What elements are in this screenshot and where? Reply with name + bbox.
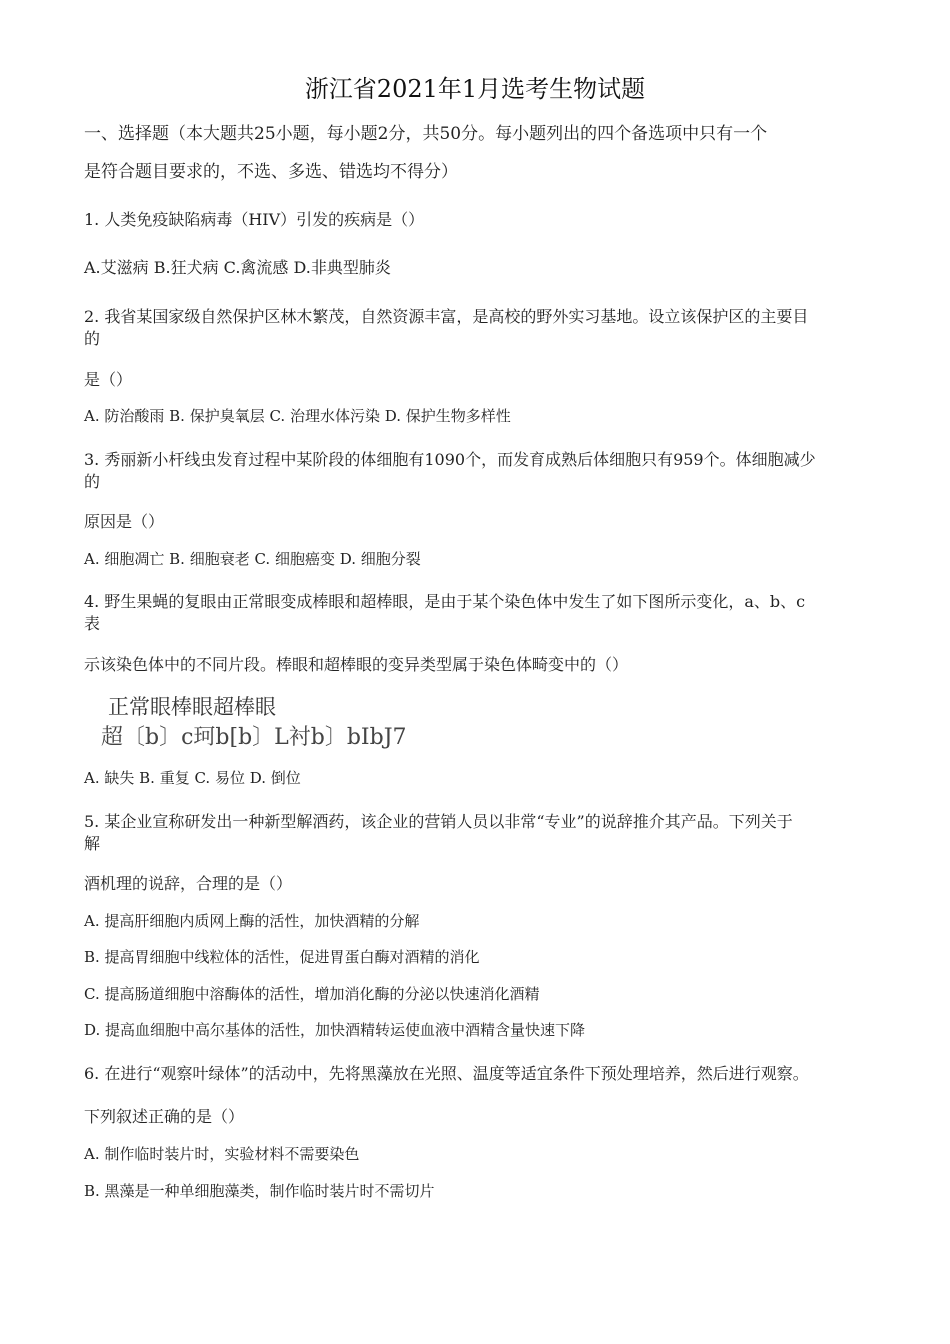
question-2-options: A. 防治酸雨 B. 保护臭氧层 C. 治理水体污染 D. 保护生物多样性 — [84, 407, 511, 425]
question-2-stem-wrap: 的 — [84, 329, 101, 348]
question-5-stem-wrap: 解 — [84, 834, 101, 853]
chromosome-figure-labels: 正常眼棒眼超棒眼 — [108, 695, 276, 719]
section-instructions-line-2: 是符合题目要求的，不选、多选、错选均不得分） — [84, 162, 458, 182]
question-1-stem: 1. 人类免疫缺陷病毒（HIV）引发的疾病是（） — [84, 210, 425, 229]
question-6-stem: 6. 在进行“观察叶绿体”的活动中，先将黑藻放在光照、温度等适宜条件下预处理培养，然后进行观察。 — [84, 1064, 809, 1083]
question-3-stem: 3. 秀丽新小杆线虫发育过程中某阶段的体细胞有1090个，而发育成熟后体细胞只有959个。体细胞减少 — [84, 450, 816, 469]
question-4-stem: 4. 野生果蝇的复眼由正常眼变成棒眼和超棒眼，是由于某个染色体中发生了如下图所示变化，a、b、c — [84, 592, 806, 611]
question-3-stem-wrap: 的 — [84, 472, 101, 491]
question-2-stem: 2. 我省某国家级自然保护区林木繁茂，自然资源丰富，是高校的野外实习基地。设立该保护区的主要目 — [84, 307, 809, 326]
question-5-stem-continued: 酒机理的说辞，合理的是（） — [84, 874, 293, 893]
question-5-option-a: A. 提高肝细胞内质网上酶的活性，加快酒精的分解 — [84, 912, 420, 930]
question-4-stem-continued: 示该染色体中的不同片段。棒眼和超棒眼的变异类型属于染色体畸变中的（） — [84, 655, 629, 674]
question-4-stem-wrap: 表 — [84, 614, 101, 633]
question-5-option-b: B. 提高胃细胞中线粒体的活性，促进胃蛋白酶对酒精的消化 — [84, 948, 480, 966]
question-3-stem-continued: 原因是（） — [84, 512, 165, 531]
chromosome-figure-segments: 超〔b〕c珂b[b〕L衬b〕bIbJ7 — [101, 725, 407, 750]
question-6-stem-continued: 下列叙述正确的是（） — [84, 1107, 245, 1126]
question-1-options: A.艾滋病 B.狂犬病 C.禽流感 D.非典型肺炎 — [84, 258, 391, 277]
section-instructions-line-1: 一、选择题（本大题共25小题，每小题2分，共50分。每小题列出的四个备选项中只有一个 — [84, 124, 768, 144]
question-2-stem-continued: 是（） — [84, 370, 133, 389]
question-5-option-d: D. 提高血细胞中高尔基体的活性，加快酒精转运使血液中酒精含量快速下降 — [84, 1021, 586, 1039]
question-3-options: A. 细胞凋亡 B. 细胞衰老 C. 细胞癌变 D. 细胞分裂 — [84, 550, 421, 568]
question-4-options: A. 缺失 B. 重复 C. 易位 D. 倒位 — [84, 769, 301, 787]
question-5-stem: 5. 某企业宣称研发出一种新型解酒药，该企业的营销人员以非常“专业”的说辞推介其产品。下列关于 — [84, 812, 793, 831]
question-5-option-c: C. 提高肠道细胞中溶酶体的活性，增加消化酶的分泌以快速消化酒精 — [84, 985, 540, 1003]
question-6-option-b: B. 黑藻是一种单细胞藻类，制作临时装片时不需切片 — [84, 1182, 435, 1200]
page-title: 浙江省2021年1月选考生物试题 — [304, 75, 646, 103]
question-6-option-a: A. 制作临时装片时，实验材料不需要染色 — [84, 1145, 360, 1163]
